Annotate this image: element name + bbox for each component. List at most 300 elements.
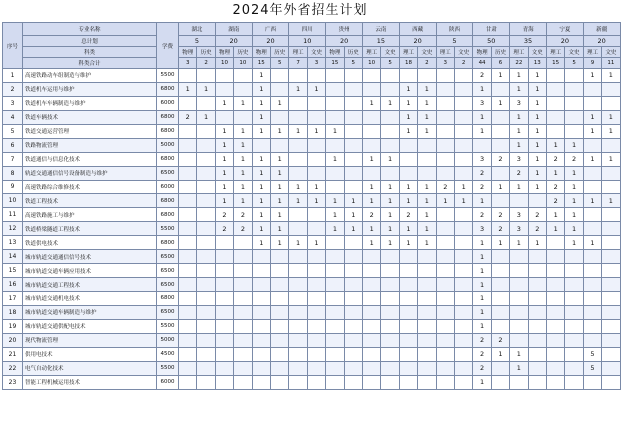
- plan-cell: 1: [528, 236, 546, 250]
- plan-cell: 1: [215, 166, 233, 180]
- plan-cell: [454, 236, 472, 250]
- table-row: [3, 222, 621, 236]
- plan-cell: [491, 138, 509, 152]
- subject-label: 物理: [326, 47, 344, 58]
- plan-cell: [381, 138, 399, 152]
- province-name: 湖南: [215, 23, 252, 36]
- plan-cell: [418, 375, 436, 389]
- subject-label: 文史: [381, 47, 399, 58]
- plan-cell: [399, 166, 417, 180]
- plan-cell: [436, 96, 454, 110]
- plan-cell: [436, 375, 454, 389]
- plan-cell: [289, 278, 307, 292]
- plan-cell: [491, 292, 509, 306]
- plan-cell: [491, 82, 509, 96]
- plan-cell: [326, 347, 344, 361]
- province-name: 甘肃: [473, 23, 510, 36]
- plan-cell: [362, 333, 380, 347]
- plan-cell: [436, 110, 454, 124]
- plan-cell: 1: [381, 194, 399, 208]
- plan-cell: [399, 305, 417, 319]
- plan-cell: [362, 124, 380, 138]
- plan-cell: 1: [179, 82, 197, 96]
- plan-cell: [179, 194, 197, 208]
- tuition-fee: 6800: [157, 152, 179, 166]
- plan-cell: 1: [234, 194, 252, 208]
- plan-cell: 1: [362, 96, 380, 110]
- plan-cell: [454, 208, 472, 222]
- subject-total: 2: [454, 58, 472, 69]
- plan-cell: [215, 305, 233, 319]
- major-name: 铁道供电技术: [23, 236, 157, 250]
- plan-cell: [381, 319, 399, 333]
- plan-cell: [602, 236, 620, 250]
- plan-cell: [234, 375, 252, 389]
- plan-cell: [289, 292, 307, 306]
- major-name: 城市轨道交通通信信号技术: [23, 250, 157, 264]
- plan-cell: 1: [252, 110, 270, 124]
- plan-cell: [454, 361, 472, 375]
- plan-cell: [491, 264, 509, 278]
- plan-cell: [381, 264, 399, 278]
- plan-cell: [307, 69, 325, 83]
- plan-cell: [252, 305, 270, 319]
- plan-cell: [215, 236, 233, 250]
- plan-cell: [528, 347, 546, 361]
- plan-cell: [546, 333, 564, 347]
- plan-cell: 1: [270, 96, 288, 110]
- plan-cell: [399, 361, 417, 375]
- subject-label: 文史: [454, 47, 472, 58]
- plan-cell: 1: [565, 138, 583, 152]
- plan-cell: 2: [473, 208, 491, 222]
- plan-cell: [528, 278, 546, 292]
- plan-cell: [381, 278, 399, 292]
- plan-cell: [289, 333, 307, 347]
- plan-cell: [179, 305, 197, 319]
- plan-cell: [252, 361, 270, 375]
- province-name: 宁夏: [546, 23, 583, 36]
- plan-cell: 1: [252, 152, 270, 166]
- plan-cell: 1: [344, 208, 362, 222]
- plan-cell: 1: [491, 347, 509, 361]
- plan-cell: 1: [491, 96, 509, 110]
- plan-cell: [602, 292, 620, 306]
- plan-cell: 3: [510, 152, 528, 166]
- plan-cell: 2: [473, 166, 491, 180]
- subject-total: 18: [399, 58, 417, 69]
- plan-cell: 1: [583, 236, 601, 250]
- province-plan: 5: [436, 36, 473, 47]
- plan-cell: [381, 347, 399, 361]
- plan-cell: 2: [179, 110, 197, 124]
- plan-cell: 1: [362, 194, 380, 208]
- table-row: [3, 82, 621, 96]
- plan-cell: [546, 236, 564, 250]
- province-plan: 50: [473, 36, 510, 47]
- major-name: 铁道机车运用与维护: [23, 82, 157, 96]
- tuition-fee: 5000: [157, 138, 179, 152]
- plan-cell: [528, 194, 546, 208]
- major-name: 智能工程机械运用技术: [23, 375, 157, 389]
- row-number: 11: [3, 208, 23, 222]
- plan-cell: 1: [270, 166, 288, 180]
- plan-cell: 3: [510, 208, 528, 222]
- plan-cell: [602, 347, 620, 361]
- plan-cell: [197, 375, 215, 389]
- subject-label: 物理: [252, 47, 270, 58]
- plan-cell: 1: [473, 250, 491, 264]
- table-row: [3, 138, 621, 152]
- plan-cell: [602, 222, 620, 236]
- subject-total: 9: [583, 58, 601, 69]
- plan-cell: 1: [381, 222, 399, 236]
- plan-cell: [307, 292, 325, 306]
- tuition-fee: 6000: [157, 375, 179, 389]
- plan-cell: [602, 375, 620, 389]
- plan-cell: [215, 292, 233, 306]
- plan-cell: [179, 96, 197, 110]
- plan-cell: 1: [473, 278, 491, 292]
- plan-cell: [436, 138, 454, 152]
- plan-cell: [344, 96, 362, 110]
- plan-cell: [565, 69, 583, 83]
- plan-cell: 1: [510, 82, 528, 96]
- plan-cell: 1: [326, 152, 344, 166]
- tuition-fee: 6500: [157, 305, 179, 319]
- plan-cell: [344, 180, 362, 194]
- plan-cell: [197, 194, 215, 208]
- plan-cell: [307, 278, 325, 292]
- subject-header: 科类: [23, 47, 157, 58]
- row-number: 2: [3, 82, 23, 96]
- row-number: 16: [3, 278, 23, 292]
- plan-cell: [399, 250, 417, 264]
- table-row: [3, 264, 621, 278]
- plan-cell: [270, 375, 288, 389]
- plan-cell: [307, 208, 325, 222]
- plan-cell: [381, 110, 399, 124]
- plan-cell: 1: [546, 222, 564, 236]
- plan-cell: [454, 96, 472, 110]
- plan-cell: 1: [289, 194, 307, 208]
- plan-cell: 1: [565, 236, 583, 250]
- tuition-fee: 6800: [157, 82, 179, 96]
- plan-cell: 1: [270, 236, 288, 250]
- major-name: 城市轨道交通车辆制造与维护: [23, 305, 157, 319]
- plan-cell: 1: [307, 180, 325, 194]
- plan-cell: [326, 278, 344, 292]
- plan-cell: [344, 152, 362, 166]
- subject-total: 3: [307, 58, 325, 69]
- plan-cell: [289, 222, 307, 236]
- plan-cell: 1: [602, 124, 620, 138]
- province-name: 贵州: [326, 23, 363, 36]
- plan-cell: [326, 82, 344, 96]
- table-row: [3, 194, 621, 208]
- table-row: [3, 292, 621, 306]
- total-plan-header: 总计划: [23, 36, 157, 47]
- table-row: [3, 305, 621, 319]
- table-row: [3, 347, 621, 361]
- plan-cell: 1: [510, 69, 528, 83]
- plan-cell: [436, 305, 454, 319]
- plan-cell: [546, 305, 564, 319]
- tuition-fee: 5000: [157, 333, 179, 347]
- plan-cell: 1: [454, 180, 472, 194]
- tuition-fee: 6500: [157, 250, 179, 264]
- plan-cell: [197, 264, 215, 278]
- plan-cell: [546, 319, 564, 333]
- plan-cell: [326, 110, 344, 124]
- plan-cell: [270, 82, 288, 96]
- plan-cell: 1: [528, 82, 546, 96]
- plan-cell: 1: [528, 180, 546, 194]
- plan-cell: [344, 82, 362, 96]
- tuition-fee: 5500: [157, 319, 179, 333]
- row-number: 23: [3, 375, 23, 389]
- plan-cell: [179, 166, 197, 180]
- row-number: 14: [3, 250, 23, 264]
- plan-cell: [583, 222, 601, 236]
- plan-cell: 1: [418, 82, 436, 96]
- plan-cell: 1: [565, 222, 583, 236]
- plan-cell: [528, 375, 546, 389]
- plan-cell: 1: [528, 110, 546, 124]
- plan-cell: [436, 264, 454, 278]
- plan-cell: [362, 250, 380, 264]
- plan-cell: 5: [583, 361, 601, 375]
- plan-cell: [197, 208, 215, 222]
- plan-cell: [344, 319, 362, 333]
- plan-cell: 2: [546, 194, 564, 208]
- plan-cell: [565, 264, 583, 278]
- plan-cell: 1: [252, 222, 270, 236]
- plan-cell: [436, 292, 454, 306]
- plan-cell: [418, 250, 436, 264]
- row-number: 9: [3, 180, 23, 194]
- plan-cell: [270, 264, 288, 278]
- plan-cell: 2: [473, 361, 491, 375]
- plan-cell: 1: [252, 194, 270, 208]
- plan-cell: [179, 236, 197, 250]
- plan-cell: [270, 333, 288, 347]
- plan-cell: [197, 347, 215, 361]
- subject-label: 文史: [565, 47, 583, 58]
- plan-cell: 1: [546, 166, 564, 180]
- plan-cell: 2: [362, 208, 380, 222]
- major-name: 铁道车辆技术: [23, 110, 157, 124]
- plan-cell: [344, 361, 362, 375]
- table-row: [3, 375, 621, 389]
- plan-cell: [602, 305, 620, 319]
- plan-cell: [565, 375, 583, 389]
- plan-cell: 2: [473, 347, 491, 361]
- page-title: 2024年外省招生计划: [232, 3, 368, 18]
- plan-cell: 1: [289, 236, 307, 250]
- plan-cell: 1: [602, 194, 620, 208]
- plan-cell: [344, 278, 362, 292]
- plan-cell: [179, 250, 197, 264]
- plan-cell: [362, 138, 380, 152]
- plan-cell: [197, 166, 215, 180]
- plan-cell: [454, 110, 472, 124]
- province-name: 四川: [289, 23, 326, 36]
- subject-total: 44: [473, 58, 491, 69]
- plan-cell: 1: [326, 194, 344, 208]
- plan-cell: [454, 333, 472, 347]
- plan-cell: [197, 278, 215, 292]
- province-name: 陕西: [436, 23, 473, 36]
- plan-cell: 1: [528, 96, 546, 110]
- plan-cell: [307, 319, 325, 333]
- subject-label: 理工: [436, 47, 454, 58]
- row-number: 20: [3, 333, 23, 347]
- plan-cell: 1: [473, 319, 491, 333]
- plan-cell: [234, 292, 252, 306]
- province-plan: 20: [546, 36, 583, 47]
- plan-cell: [399, 319, 417, 333]
- plan-cell: 1: [491, 236, 509, 250]
- row-number: 4: [3, 110, 23, 124]
- subject-label: 历史: [344, 47, 362, 58]
- plan-cell: [399, 264, 417, 278]
- major-name: 铁道工程技术: [23, 194, 157, 208]
- plan-cell: [326, 333, 344, 347]
- plan-cell: [362, 347, 380, 361]
- plan-cell: [399, 375, 417, 389]
- plan-cell: [565, 347, 583, 361]
- plan-cell: [528, 305, 546, 319]
- plan-cell: 1: [270, 222, 288, 236]
- tuition-fee: 6800: [157, 194, 179, 208]
- plan-cell: 2: [399, 208, 417, 222]
- table-row: [3, 250, 621, 264]
- plan-cell: [583, 250, 601, 264]
- plan-cell: [234, 333, 252, 347]
- plan-cell: 2: [436, 180, 454, 194]
- plan-cell: [234, 278, 252, 292]
- plan-cell: 1: [473, 82, 491, 96]
- plan-cell: [381, 305, 399, 319]
- plan-cell: 2: [491, 222, 509, 236]
- plan-cell: [289, 319, 307, 333]
- plan-cell: 1: [270, 152, 288, 166]
- plan-cell: [454, 152, 472, 166]
- row-number: 12: [3, 222, 23, 236]
- major-name: 铁路物流管理: [23, 138, 157, 152]
- plan-cell: 1: [215, 124, 233, 138]
- plan-cell: [528, 250, 546, 264]
- subject-label: 文史: [307, 47, 325, 58]
- plan-cell: [362, 69, 380, 83]
- enrollment-table: [2, 22, 621, 390]
- plan-cell: 1: [528, 152, 546, 166]
- plan-cell: [510, 319, 528, 333]
- plan-cell: [418, 305, 436, 319]
- plan-cell: [602, 278, 620, 292]
- plan-cell: [307, 333, 325, 347]
- table-row: [3, 333, 621, 347]
- plan-cell: 1: [234, 124, 252, 138]
- plan-cell: [326, 96, 344, 110]
- major-name: 城市轨道交通机电技术: [23, 292, 157, 306]
- plan-cell: 2: [491, 208, 509, 222]
- plan-cell: 3: [510, 96, 528, 110]
- tuition-fee: 6800: [157, 236, 179, 250]
- province-plan: 20: [399, 36, 436, 47]
- plan-cell: 1: [528, 124, 546, 138]
- plan-cell: [252, 264, 270, 278]
- plan-cell: [381, 361, 399, 375]
- plan-cell: [602, 82, 620, 96]
- plan-cell: [197, 152, 215, 166]
- plan-cell: 1: [473, 110, 491, 124]
- plan-cell: [418, 278, 436, 292]
- plan-cell: [307, 250, 325, 264]
- plan-cell: [252, 375, 270, 389]
- table-row: [3, 319, 621, 333]
- plan-cell: [436, 361, 454, 375]
- plan-cell: [546, 278, 564, 292]
- plan-cell: [270, 347, 288, 361]
- plan-cell: [326, 180, 344, 194]
- plan-cell: [307, 347, 325, 361]
- plan-cell: [602, 361, 620, 375]
- subject-label: 理工: [399, 47, 417, 58]
- plan-cell: [234, 236, 252, 250]
- subject-label: 理工: [362, 47, 380, 58]
- subject-total: 22: [510, 58, 528, 69]
- plan-cell: [491, 166, 509, 180]
- row-number: 21: [3, 347, 23, 361]
- plan-cell: [602, 208, 620, 222]
- plan-cell: [583, 180, 601, 194]
- major-name: 电气自动化技术: [23, 361, 157, 375]
- major-name: 轨道交通通信信号设备制造与维护: [23, 166, 157, 180]
- subject-total: 5: [565, 58, 583, 69]
- subject-total: 15: [546, 58, 564, 69]
- plan-cell: [289, 166, 307, 180]
- plan-cell: [215, 375, 233, 389]
- plan-cell: 1: [197, 82, 215, 96]
- plan-cell: [289, 110, 307, 124]
- plan-cell: 1: [473, 375, 491, 389]
- plan-cell: [565, 319, 583, 333]
- plan-cell: 1: [602, 69, 620, 83]
- plan-cell: 1: [418, 208, 436, 222]
- tuition-fee: 6800: [157, 208, 179, 222]
- plan-cell: [565, 96, 583, 110]
- plan-cell: 1: [583, 110, 601, 124]
- plan-cell: [234, 69, 252, 83]
- plan-cell: 5: [583, 347, 601, 361]
- tuition-fee: 5500: [157, 222, 179, 236]
- plan-cell: [344, 236, 362, 250]
- subject-total: 10: [234, 58, 252, 69]
- plan-cell: 1: [307, 124, 325, 138]
- plan-cell: [252, 138, 270, 152]
- plan-cell: [436, 124, 454, 138]
- plan-cell: [179, 208, 197, 222]
- plan-cell: 1: [270, 180, 288, 194]
- plan-cell: 1: [381, 236, 399, 250]
- plan-cell: 1: [565, 194, 583, 208]
- plan-cell: 1: [473, 305, 491, 319]
- plan-cell: [197, 138, 215, 152]
- plan-cell: 1: [583, 124, 601, 138]
- plan-cell: [362, 264, 380, 278]
